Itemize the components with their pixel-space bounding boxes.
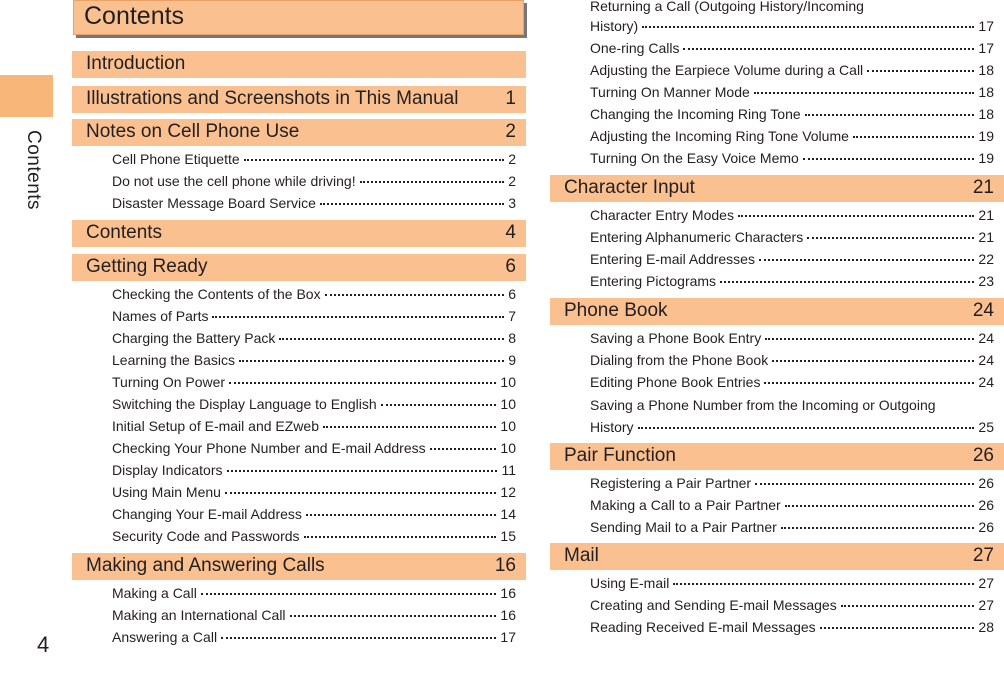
entry-title: Turning On the Easy Voice Memo	[590, 150, 799, 166]
leader-dots	[772, 360, 974, 362]
entry-page: 3	[508, 195, 516, 211]
entry-title: Checking Your Phone Number and E-mail Address	[112, 440, 426, 456]
entry-page: 10	[500, 418, 516, 434]
toc-entry[interactable]	[112, 440, 516, 460]
section-title: Contents	[86, 222, 163, 243]
toc-entry[interactable]	[112, 195, 516, 215]
toc-entry[interactable]	[590, 84, 994, 104]
entry-page: 10	[500, 374, 516, 390]
entry-title: Security Code and Passwords	[112, 528, 300, 544]
toc-entry[interactable]	[112, 528, 516, 548]
leader-dots	[381, 404, 497, 406]
leader-dots	[803, 158, 975, 160]
leader-dots	[227, 470, 498, 472]
entry-page: 26	[978, 475, 994, 491]
entry-page: 9	[508, 352, 516, 368]
toc-entry[interactable]	[590, 519, 994, 539]
section-title: Character Input	[564, 177, 695, 198]
entry-page: 28	[978, 619, 994, 635]
entry-title: Entering E-mail Addresses	[590, 251, 755, 267]
leader-dots	[638, 427, 975, 429]
toc-entry[interactable]	[112, 629, 516, 649]
leader-dots	[720, 281, 974, 283]
entry-title: Character Entry Modes	[590, 207, 734, 223]
section-title: Phone Book	[564, 300, 668, 321]
leader-dots	[841, 605, 975, 607]
entry-page: 16	[500, 607, 516, 623]
entry-title: Turning On Manner Mode	[590, 84, 750, 100]
leader-dots	[201, 593, 497, 595]
toc-entry-line[interactable]: Returning a Call (Outgoing History/Incoming	[590, 0, 864, 14]
entry-page: 24	[978, 374, 994, 390]
entry-title: Making a Call	[112, 585, 197, 601]
entry-title: Entering Pictograms	[590, 273, 717, 289]
entry-title: Switching the Display Language to English	[112, 396, 377, 412]
toc-entry[interactable]	[112, 484, 516, 504]
toc-entry[interactable]	[590, 597, 994, 617]
leader-dots	[221, 637, 496, 639]
entry-title: Turning On Power	[112, 374, 226, 390]
entry-title: History	[590, 419, 634, 435]
entry-page: 11	[501, 462, 516, 478]
section-title: Getting Ready	[86, 256, 208, 277]
entry-page: 7	[508, 308, 516, 324]
toc-section[interactable]	[72, 119, 526, 146]
leader-dots	[325, 294, 505, 296]
toc-section[interactable]	[72, 86, 526, 113]
entry-page: 24	[978, 352, 994, 368]
leader-dots	[642, 26, 974, 28]
entry-page: 8	[508, 330, 516, 346]
toc-entry-line[interactable]: Saving a Phone Number from the Incoming or Outgoing	[590, 397, 936, 413]
leader-dots	[781, 527, 975, 529]
leader-dots	[360, 181, 505, 183]
entry-page: 24	[978, 330, 994, 346]
leader-dots	[320, 203, 504, 205]
section-page: 2	[505, 121, 516, 142]
toc-entry[interactable]	[112, 462, 516, 482]
entry-title: Cell Phone Etiquette	[112, 151, 240, 167]
entry-page: 27	[978, 597, 994, 613]
leader-dots	[785, 505, 975, 507]
section-title: Mail	[564, 545, 599, 566]
section-page: 26	[972, 445, 994, 466]
toc-entry[interactable]	[590, 619, 994, 639]
entry-title: Adjusting the Incoming Ring Tone Volume	[590, 128, 849, 144]
entry-page: 18	[978, 84, 994, 100]
entry-page: 10	[500, 440, 516, 456]
entry-page: 2	[508, 151, 516, 167]
toc-section[interactable]	[550, 175, 1004, 202]
toc-section[interactable]	[72, 254, 526, 281]
section-page: 4	[505, 222, 516, 243]
toc-entry[interactable]	[590, 40, 994, 60]
entry-title: Using E-mail	[590, 575, 670, 591]
leader-dots	[765, 338, 974, 340]
toc-entry[interactable]	[590, 475, 994, 495]
toc-entry[interactable]	[590, 419, 994, 439]
toc-entry[interactable]	[112, 330, 516, 350]
entry-page: 6	[508, 286, 516, 302]
entry-title: Do not use the cell phone while driving!	[112, 173, 356, 189]
entry-page: 27	[978, 575, 994, 591]
entry-page: 14	[500, 506, 516, 522]
entry-title: Changing the Incoming Ring Tone	[590, 106, 801, 122]
entry-page: 21	[978, 207, 994, 223]
toc-entry[interactable]	[112, 607, 516, 627]
toc-section[interactable]	[550, 298, 1004, 325]
entry-page: 26	[978, 519, 994, 535]
toc-entry[interactable]	[590, 374, 994, 394]
toc-entry[interactable]	[112, 151, 516, 171]
entry-page: 22	[978, 251, 994, 267]
entry-title: Making an International Call	[112, 607, 286, 623]
side-tab-label: Contents	[23, 130, 44, 211]
leader-dots	[738, 215, 974, 217]
leader-dots	[820, 627, 975, 629]
entry-page: 21	[978, 229, 994, 245]
entry-title: Initial Setup of E-mail and EZweb	[112, 418, 319, 434]
leader-dots	[683, 48, 974, 50]
leader-dots	[867, 70, 974, 72]
toc-entry[interactable]	[112, 396, 516, 416]
entry-title: Making a Call to a Pair Partner	[590, 497, 781, 513]
entry-title: Entering Alphanumeric Characters	[590, 229, 804, 245]
toc-section[interactable]	[550, 443, 1004, 470]
entry-page: 18	[978, 106, 994, 122]
toc-section[interactable]	[550, 543, 1004, 570]
leader-dots	[759, 259, 974, 261]
entry-title: One-ring Calls	[590, 40, 680, 56]
toc-entry[interactable]	[590, 497, 994, 517]
toc-entry[interactable]	[590, 128, 994, 148]
section-title: Notes on Cell Phone Use	[86, 121, 300, 142]
toc-entry[interactable]	[112, 418, 516, 438]
toc-section[interactable]	[72, 220, 526, 247]
section-page: 16	[494, 555, 516, 576]
entry-title: Reading Received E-mail Messages	[590, 619, 816, 635]
section-title: Pair Function	[564, 445, 676, 466]
entry-title: History)	[590, 18, 639, 34]
toc-entry[interactable]	[590, 150, 994, 170]
entry-page: 10	[500, 396, 516, 412]
toc-entry[interactable]	[590, 106, 994, 126]
toc-entry[interactable]	[112, 173, 516, 193]
entry-title: Saving a Phone Book Entry	[590, 330, 762, 346]
leader-dots	[323, 426, 496, 428]
leader-dots	[304, 536, 497, 538]
leader-dots	[430, 448, 497, 450]
leader-dots	[807, 237, 974, 239]
entry-page: 2	[508, 173, 516, 189]
section-page: 6	[505, 256, 516, 277]
entry-page: 12	[500, 484, 516, 500]
leader-dots	[239, 360, 504, 362]
leader-dots	[853, 136, 975, 138]
leader-dots	[244, 159, 505, 161]
toc-entry[interactable]	[590, 207, 994, 227]
entry-title: Changing Your E-mail Address	[112, 506, 302, 522]
leader-dots	[755, 483, 974, 485]
entry-page: 17	[500, 629, 516, 645]
leader-dots	[673, 583, 974, 585]
leader-dots	[306, 514, 497, 516]
toc-section[interactable]	[72, 553, 526, 580]
page-title: Contents	[84, 2, 185, 30]
toc-entry[interactable]	[590, 18, 994, 38]
toc-entry[interactable]	[112, 308, 516, 328]
entry-title: Registering a Pair Partner	[590, 475, 752, 491]
leader-dots	[754, 92, 975, 94]
entry-title: Answering a Call	[112, 629, 218, 645]
toc-entry[interactable]	[590, 229, 994, 249]
section-title: Illustrations and Screenshots in This Manual	[86, 88, 459, 109]
entry-title: Sending Mail to a Pair Partner	[590, 519, 777, 535]
entry-title: Charging the Battery Pack	[112, 330, 276, 346]
entry-title: Dialing from the Phone Book	[590, 352, 769, 368]
leader-dots	[764, 382, 974, 384]
entry-page: 23	[978, 273, 994, 289]
entry-title: Editing Phone Book Entries	[590, 374, 761, 390]
leader-dots	[290, 615, 497, 617]
leader-dots	[805, 114, 975, 116]
toc-entry[interactable]	[590, 251, 994, 271]
section-page: 1	[505, 88, 516, 109]
leader-dots	[279, 338, 504, 340]
page-number: 4	[37, 632, 50, 657]
section-page: 21	[972, 177, 994, 198]
entry-title: Creating and Sending E-mail Messages	[590, 597, 837, 613]
section-page: 24	[972, 300, 994, 321]
toc-section[interactable]	[72, 51, 526, 78]
leader-dots	[225, 492, 496, 494]
toc-entry[interactable]	[590, 62, 994, 82]
entry-page: 19	[978, 150, 994, 166]
entry-title: Display Indicators	[112, 462, 223, 478]
section-title: Making and Answering Calls	[86, 555, 325, 576]
entry-title: Names of Parts	[112, 308, 209, 324]
entry-page: 15	[500, 528, 516, 544]
toc-entry[interactable]	[590, 330, 994, 350]
entry-page: 18	[978, 62, 994, 78]
toc-entry[interactable]	[112, 506, 516, 526]
entry-title: Disaster Message Board Service	[112, 195, 316, 211]
toc-entry[interactable]	[590, 352, 994, 372]
toc-entry[interactable]	[590, 575, 994, 595]
entry-page: 16	[500, 585, 516, 601]
section-title: Introduction	[86, 53, 186, 74]
toc-entry[interactable]	[112, 585, 516, 605]
toc-entry[interactable]	[590, 273, 994, 293]
section-page: 27	[972, 545, 994, 566]
toc-entry[interactable]	[112, 352, 516, 372]
entry-title: Adjusting the Earpiece Volume during a Call	[590, 62, 864, 78]
side-tab	[0, 75, 53, 117]
entry-page: 17	[978, 40, 994, 56]
entry-page: 25	[978, 419, 994, 435]
entry-title: Learning the Basics	[112, 352, 235, 368]
toc-entry[interactable]	[112, 286, 516, 306]
page-title-bar	[73, 0, 524, 35]
entry-page: 17	[978, 18, 994, 34]
entry-title: Using Main Menu	[112, 484, 221, 500]
entry-title: Checking the Contents of the Box	[112, 286, 321, 302]
leader-dots	[212, 316, 504, 318]
leader-dots	[229, 382, 496, 384]
entry-page: 26	[978, 497, 994, 513]
entry-page: 19	[978, 128, 994, 144]
toc-entry[interactable]	[112, 374, 516, 394]
